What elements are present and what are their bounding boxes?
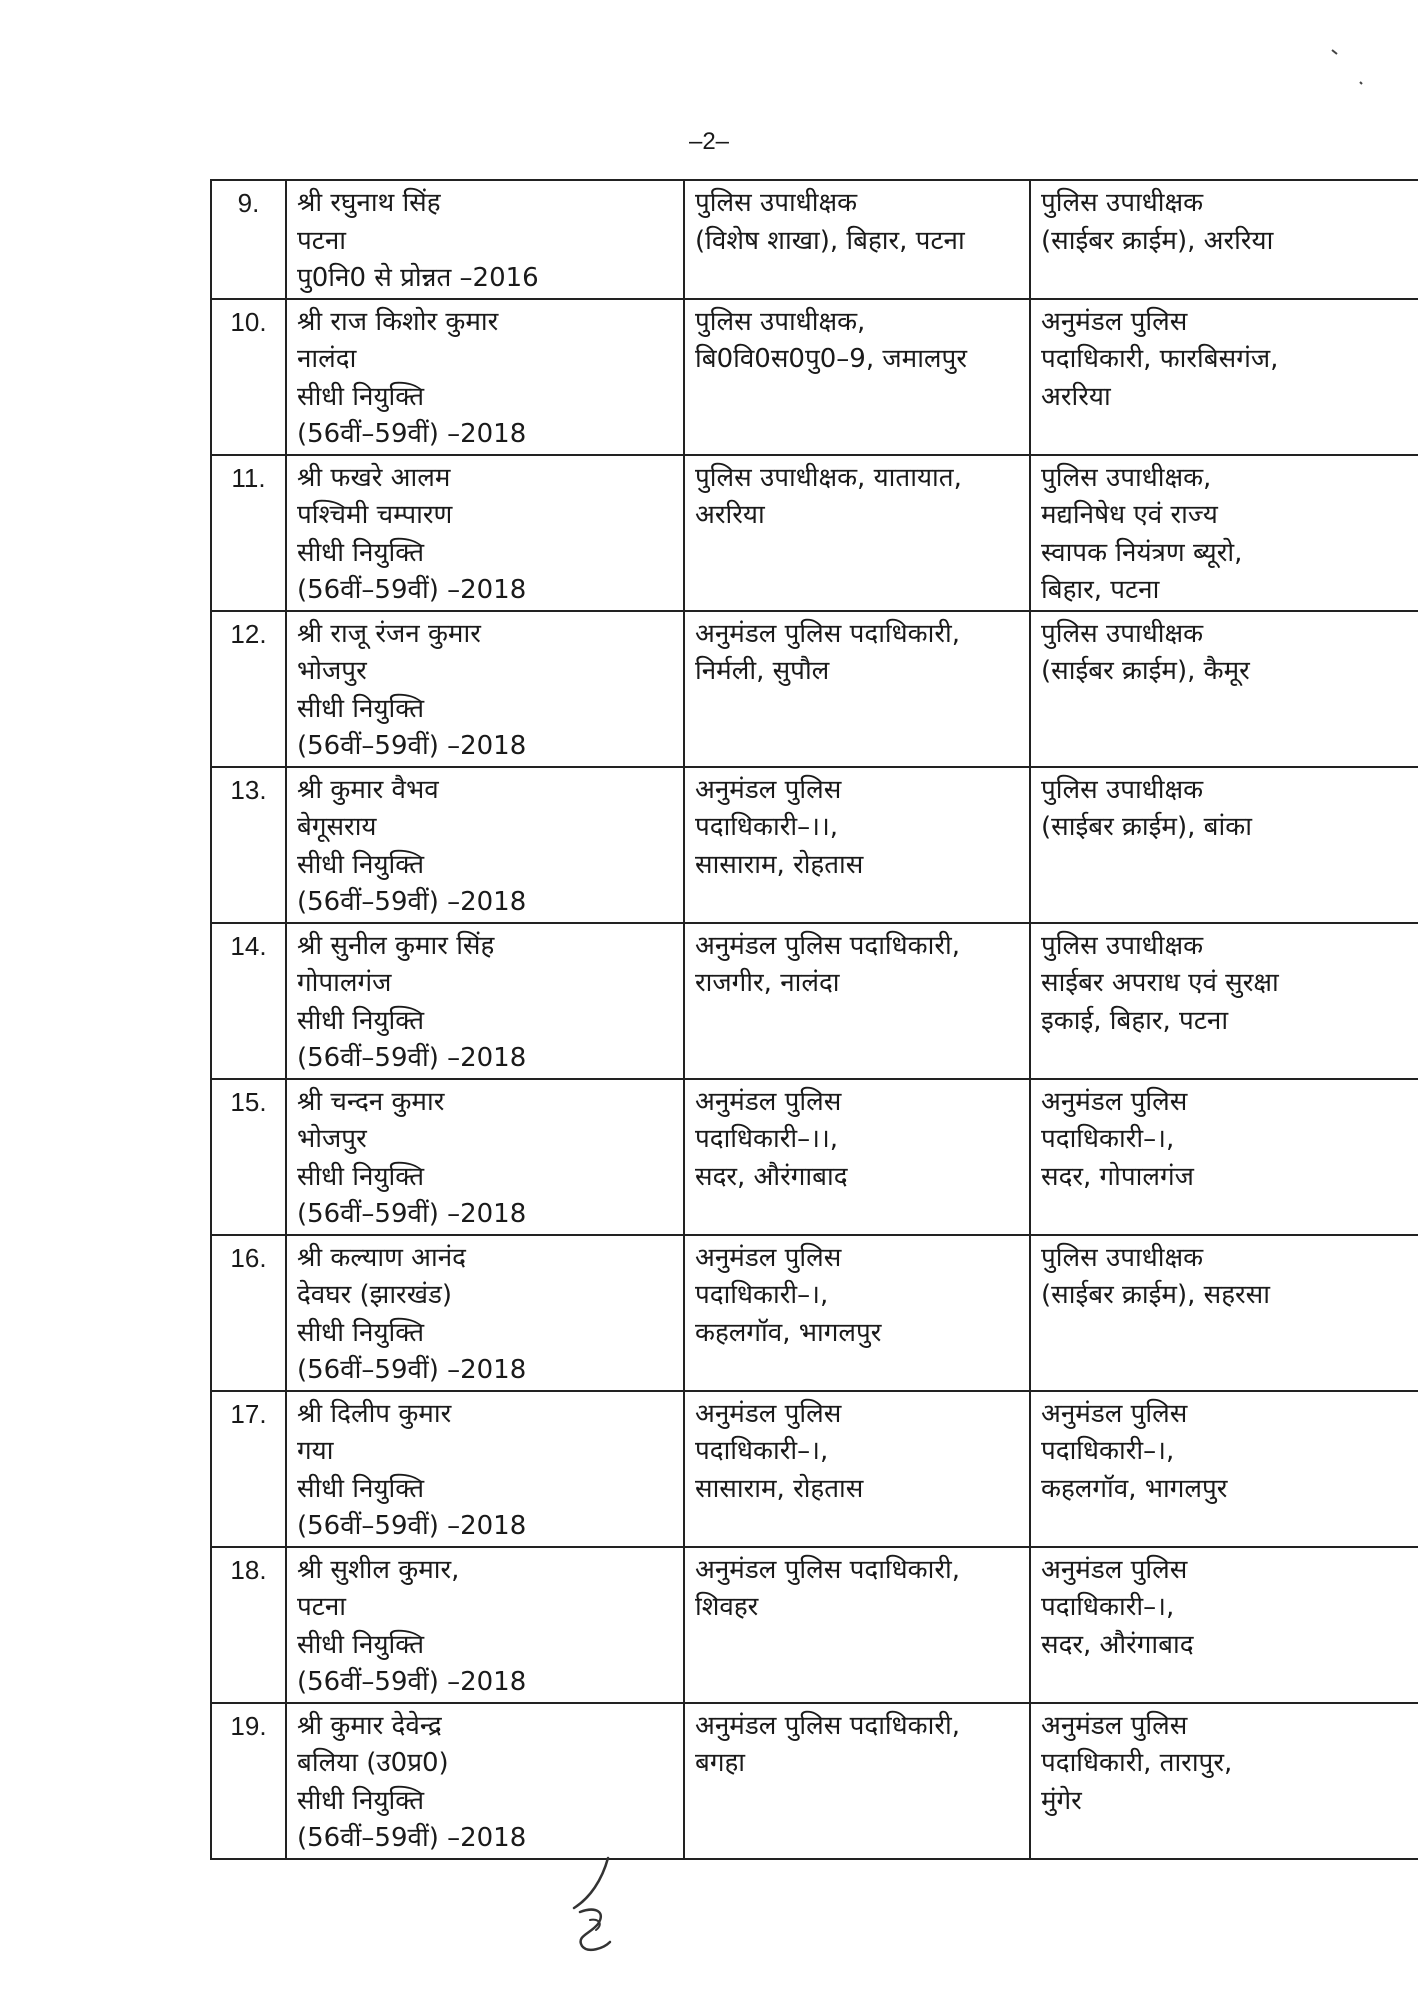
officer-detail-line: सीधी नियुक्ति bbox=[297, 849, 425, 880]
officer-name-cell bbox=[286, 1703, 684, 1859]
table-row bbox=[211, 611, 1418, 767]
current-posting-line: पदाधिकारी–।, bbox=[695, 1280, 829, 1310]
current-posting-cell bbox=[684, 180, 1030, 299]
officer-detail-line: श्री रघुनाथ सिंह bbox=[297, 188, 441, 218]
officer-detail-line: सीधी नियुक्ति bbox=[297, 1161, 425, 1192]
scan-mark bbox=[1328, 40, 1368, 100]
officer-detail-line: (56वीं–59वीं) –2018 bbox=[297, 1199, 527, 1229]
new-posting-line: पुलिस उपाधीक्षक bbox=[1041, 618, 1204, 649]
officer-detail-line: सीधी नियुक्ति bbox=[297, 1473, 425, 1504]
current-posting-cell bbox=[684, 455, 1030, 611]
officer-detail-line: श्री कल्याण आनंद bbox=[297, 1242, 466, 1273]
officer-detail-line: श्री सुशील कुमार, bbox=[297, 1554, 460, 1585]
officer-detail-line: पटना bbox=[297, 1592, 347, 1622]
new-posting-cell bbox=[1030, 1703, 1418, 1859]
officer-name-cell bbox=[286, 1235, 684, 1391]
current-posting-line: बि0वि0स0पु0–9, जमालपुर bbox=[695, 344, 967, 374]
table-row bbox=[211, 923, 1418, 1079]
new-posting-line: सदर, गोपालगंज bbox=[1041, 1161, 1194, 1192]
table-row bbox=[211, 1703, 1418, 1859]
serial-number-cell: 14. bbox=[211, 923, 286, 1079]
current-posting-line: अनुमंडल पुलिस पदाधिकारी, bbox=[695, 618, 960, 649]
officer-name-cell bbox=[286, 611, 684, 767]
table-row bbox=[211, 455, 1418, 611]
current-posting-line: पुलिस उपाधीक्षक bbox=[695, 188, 858, 218]
new-posting-cell bbox=[1030, 180, 1418, 299]
serial-number-cell: 19. bbox=[211, 1703, 286, 1859]
officer-detail-line: सीधी नियुक्ति bbox=[297, 1005, 425, 1036]
transfer-table bbox=[210, 179, 1418, 1860]
current-posting-line: निर्मली, सुपौल bbox=[695, 656, 830, 686]
new-posting-line: सदर, औरंगाबाद bbox=[1041, 1629, 1194, 1660]
officer-detail-line: सीधी नियुक्ति bbox=[297, 1629, 425, 1660]
current-posting-line: बगहा bbox=[695, 1748, 746, 1778]
new-posting-line: पुलिस उपाधीक्षक bbox=[1041, 188, 1204, 218]
new-posting-cell bbox=[1030, 1391, 1418, 1547]
current-posting-line: शिवहर bbox=[695, 1592, 759, 1622]
serial-number-cell: 12. bbox=[211, 611, 286, 767]
officer-detail-line: श्री कुमार वैभव bbox=[297, 774, 439, 805]
officer-detail-line: श्री फखरे आलम bbox=[297, 462, 451, 493]
new-posting-cell bbox=[1030, 455, 1418, 611]
new-posting-line: अनुमंडल पुलिस bbox=[1041, 1554, 1188, 1585]
new-posting-line: अररिया bbox=[1041, 381, 1111, 412]
serial-number-cell: 15. bbox=[211, 1079, 286, 1235]
current-posting-line: अनुमंडल पुलिस पदाधिकारी, bbox=[695, 1554, 960, 1585]
officer-detail-line: पटना bbox=[297, 225, 347, 256]
new-posting-line: पुलिस उपाधीक्षक bbox=[1041, 774, 1204, 805]
officer-detail-line: श्री राजू रंजन कुमार bbox=[297, 618, 481, 649]
officer-detail-line: गोपालगंज bbox=[297, 968, 392, 998]
officer-detail-line: (56वीं–59वीं) –2018 bbox=[297, 575, 527, 605]
new-posting-line: पुलिस उपाधीक्षक bbox=[1041, 930, 1204, 961]
new-posting-line: पदाधिकारी–।, bbox=[1041, 1436, 1175, 1466]
current-posting-line: अनुमंडल पुलिस bbox=[695, 774, 842, 805]
current-posting-cell bbox=[684, 767, 1030, 923]
new-posting-line: पुलिस उपाधीक्षक bbox=[1041, 1242, 1204, 1273]
officer-detail-line: सीधी नियुक्ति bbox=[297, 1785, 425, 1816]
officer-detail-line: सीधी नियुक्ति bbox=[297, 537, 425, 568]
table-row bbox=[211, 767, 1418, 923]
new-posting-cell bbox=[1030, 767, 1418, 923]
new-posting-line: कहलगॉव, भागलपुर bbox=[1041, 1473, 1228, 1504]
officer-name-cell bbox=[286, 767, 684, 923]
officer-detail-line: (56वीं–59वीं) –2018 bbox=[297, 1667, 527, 1697]
new-posting-cell bbox=[1030, 1079, 1418, 1235]
new-posting-line: पदाधिकारी–।, bbox=[1041, 1124, 1175, 1154]
officer-detail-line: (56वीं–59वीं) –2018 bbox=[297, 731, 527, 761]
current-posting-line: (विशेष शाखा), बिहार, पटना bbox=[695, 225, 965, 256]
officer-detail-line: (56वीं–59वीं) –2018 bbox=[297, 887, 527, 917]
table-row bbox=[211, 1235, 1418, 1391]
officer-detail-line: (56वीं–59वीं) –2018 bbox=[297, 1823, 527, 1853]
current-posting-cell bbox=[684, 611, 1030, 767]
officer-detail-line: (56वीं–59वीं) –2018 bbox=[297, 1043, 527, 1073]
new-posting-line: पदाधिकारी–।, bbox=[1041, 1592, 1175, 1622]
officer-detail-line: श्री राज किशोर कुमार bbox=[297, 306, 499, 337]
current-posting-line: अनुमंडल पुलिस bbox=[695, 1086, 842, 1117]
new-posting-line: अनुमंडल पुलिस bbox=[1041, 1710, 1188, 1741]
current-posting-cell bbox=[684, 1079, 1030, 1235]
table-row bbox=[211, 1391, 1418, 1547]
new-posting-cell bbox=[1030, 923, 1418, 1079]
new-posting-line: अनुमंडल पुलिस bbox=[1041, 306, 1188, 337]
officer-name-cell bbox=[286, 299, 684, 455]
serial-number-cell: 17. bbox=[211, 1391, 286, 1547]
current-posting-cell bbox=[684, 1703, 1030, 1859]
officer-name-cell bbox=[286, 455, 684, 611]
new-posting-line: इकाई, बिहार, पटना bbox=[1041, 1005, 1229, 1036]
initials-signature bbox=[560, 1850, 650, 1960]
new-posting-line: पुलिस उपाधीक्षक, bbox=[1041, 462, 1212, 493]
officer-detail-line: सीधी नियुक्ति bbox=[297, 1317, 425, 1348]
current-posting-line: पदाधिकारी–।।, bbox=[695, 812, 839, 842]
new-posting-line: मुंगेर bbox=[1041, 1785, 1082, 1816]
officer-detail-line: श्री सुनील कुमार सिंह bbox=[297, 930, 495, 961]
current-posting-line: राजगीर, नालंदा bbox=[695, 968, 840, 998]
serial-number-cell: 18. bbox=[211, 1547, 286, 1703]
new-posting-line: पदाधिकारी, तारापुर, bbox=[1041, 1748, 1233, 1778]
current-posting-line: सासाराम, रोहतास bbox=[695, 849, 864, 880]
current-posting-line: पुलिस उपाधीक्षक, bbox=[695, 306, 866, 337]
officer-detail-line: (56वीं–59वीं) –2018 bbox=[297, 1355, 527, 1385]
current-posting-line: अनुमंडल पुलिस bbox=[695, 1398, 842, 1429]
serial-number-cell: 10. bbox=[211, 299, 286, 455]
officer-detail-line: श्री दिलीप कुमार bbox=[297, 1398, 452, 1429]
officer-detail-line: बेगूसराय bbox=[297, 812, 377, 842]
new-posting-cell bbox=[1030, 1547, 1418, 1703]
new-posting-line: मद्यनिषेध एवं राज्य bbox=[1041, 500, 1218, 530]
officer-detail-line: सीधी नियुक्ति bbox=[297, 381, 425, 412]
current-posting-line: अनुमंडल पुलिस पदाधिकारी, bbox=[695, 1710, 960, 1741]
table-row bbox=[211, 299, 1418, 455]
new-posting-line: (साईबर क्राईम), अररिया bbox=[1041, 225, 1274, 256]
serial-number-cell: 13. bbox=[211, 767, 286, 923]
officer-detail-line: देवघर (झारखंड) bbox=[297, 1280, 453, 1310]
officer-name-cell bbox=[286, 923, 684, 1079]
serial-number-cell: 9. bbox=[211, 180, 286, 299]
officer-detail-line: (56वीं–59वीं) –2018 bbox=[297, 1511, 527, 1541]
officer-name-cell bbox=[286, 1391, 684, 1547]
table-row bbox=[211, 180, 1418, 299]
officer-name-cell bbox=[286, 1079, 684, 1235]
current-posting-line: सासाराम, रोहतास bbox=[695, 1473, 864, 1504]
current-posting-cell bbox=[684, 1235, 1030, 1391]
new-posting-cell bbox=[1030, 299, 1418, 455]
officer-detail-line: नालंदा bbox=[297, 344, 357, 374]
officer-detail-line: सीधी नियुक्ति bbox=[297, 693, 425, 724]
new-posting-line: स्वापक नियंत्रण ब्यूरो, bbox=[1041, 537, 1243, 568]
current-posting-cell bbox=[684, 1391, 1030, 1547]
new-posting-line: (साईबर क्राईम), कैमूर bbox=[1041, 656, 1250, 686]
current-posting-line: अररिया bbox=[695, 500, 765, 530]
current-posting-line: अनुमंडल पुलिस पदाधिकारी, bbox=[695, 930, 960, 961]
new-posting-line: बिहार, पटना bbox=[1041, 575, 1160, 605]
officer-detail-line: भोजपुर bbox=[297, 656, 367, 686]
officer-name-cell bbox=[286, 1547, 684, 1703]
serial-number-cell: 11. bbox=[211, 455, 286, 611]
officer-detail-line: (56वीं–59वीं) –2018 bbox=[297, 419, 527, 449]
serial-number-cell: 16. bbox=[211, 1235, 286, 1391]
new-posting-cell bbox=[1030, 1235, 1418, 1391]
officer-detail-line: पश्चिमी चम्पारण bbox=[297, 500, 453, 530]
new-posting-line: अनुमंडल पुलिस bbox=[1041, 1086, 1188, 1117]
current-posting-cell bbox=[684, 1547, 1030, 1703]
current-posting-cell bbox=[684, 923, 1030, 1079]
current-posting-line: पदाधिकारी–।।, bbox=[695, 1124, 839, 1154]
new-posting-cell bbox=[1030, 611, 1418, 767]
table-body bbox=[211, 180, 1418, 1859]
officer-detail-line: भोजपुर bbox=[297, 1124, 367, 1154]
table-row bbox=[211, 1547, 1418, 1703]
officer-detail-line: श्री कुमार देवेन्द्र bbox=[297, 1710, 442, 1741]
current-posting-cell bbox=[684, 299, 1030, 455]
new-posting-line: (साईबर क्राईम), बांका bbox=[1041, 812, 1252, 842]
current-posting-line: अनुमंडल पुलिस bbox=[695, 1242, 842, 1273]
new-posting-line: साईबर अपराध एवं सुरक्षा bbox=[1041, 968, 1279, 998]
current-posting-line: कहलगॉव, भागलपुर bbox=[695, 1317, 882, 1348]
new-posting-line: पदाधिकारी, फारबिसगंज, bbox=[1041, 344, 1279, 374]
current-posting-line: पदाधिकारी–।, bbox=[695, 1436, 829, 1466]
officer-detail-line: गया bbox=[297, 1436, 334, 1466]
officer-detail-line: श्री चन्दन कुमार bbox=[297, 1086, 445, 1117]
officer-detail-line: बलिया (उ0प्र0) bbox=[297, 1748, 449, 1778]
officer-name-cell bbox=[286, 180, 684, 299]
new-posting-line: (साईबर क्राईम), सहरसा bbox=[1041, 1280, 1270, 1310]
officer-detail-line: पु0नि0 से प्रोन्नत –2016 bbox=[297, 263, 539, 293]
table-row bbox=[211, 1079, 1418, 1235]
current-posting-line: पुलिस उपाधीक्षक, यातायात, bbox=[695, 462, 962, 493]
page-number: –2– bbox=[688, 128, 730, 155]
current-posting-line: सदर, औरंगाबाद bbox=[695, 1161, 848, 1192]
new-posting-line: अनुमंडल पुलिस bbox=[1041, 1398, 1188, 1429]
